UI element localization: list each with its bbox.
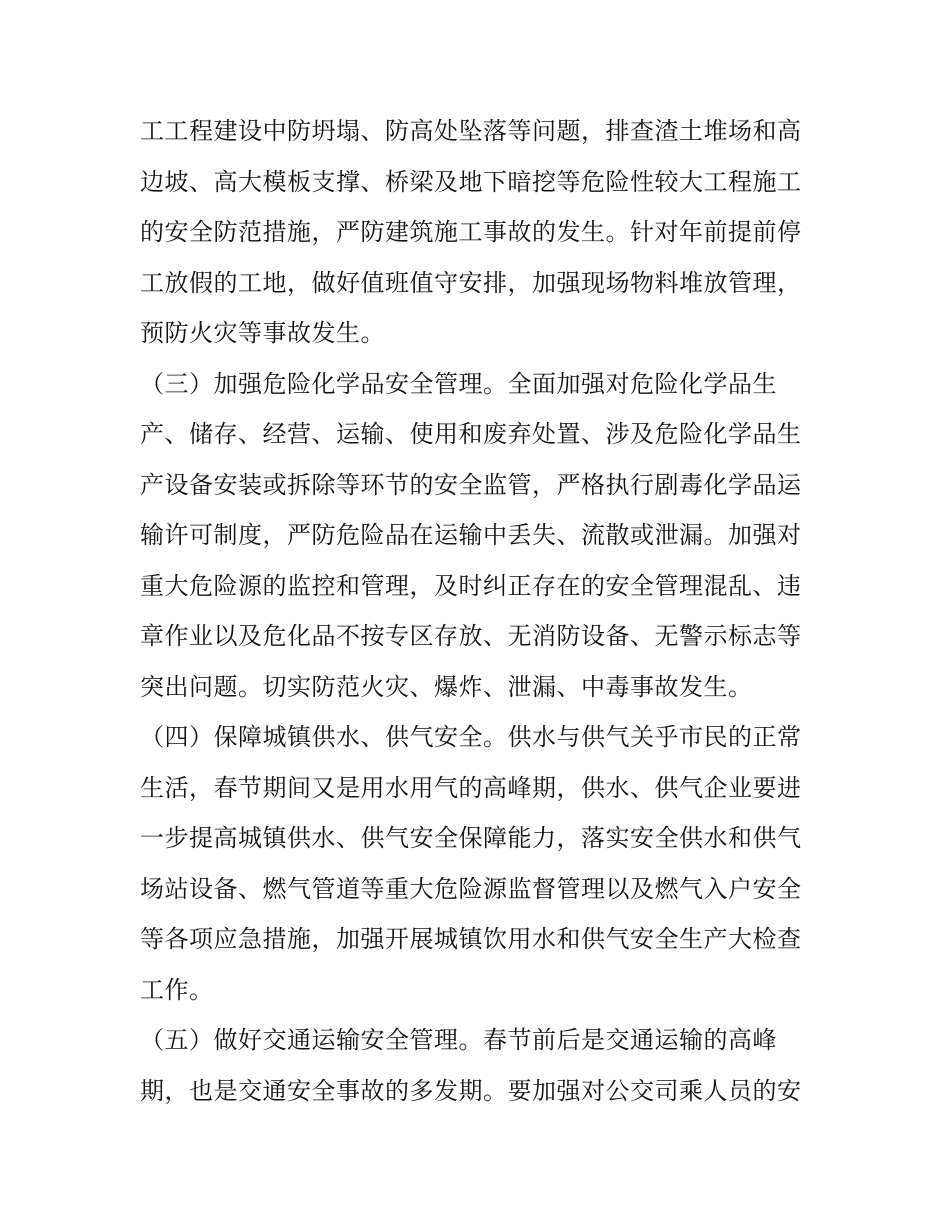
section-heading-line: （四）保障城镇供水、供气安全。供水与供气关乎市民的正常 [140, 723, 802, 751]
paragraph-continued [140, 106, 820, 359]
paragraph-section-3 [140, 359, 820, 713]
text-line: 工放假的工地，做好值班值守安排，加强现场物料堆放管理， [140, 268, 802, 297]
text-line: 工作。 [140, 975, 214, 1004]
text-line: 产设备安装或拆除等环节的安全监管，严格执行剧毒化学品运 [140, 470, 802, 499]
document-body [140, 106, 820, 1116]
text-line: 一步提高城镇供水、供气安全保障能力，落实安全供水和供气 [140, 824, 802, 852]
text-line: 产、储存、经营、运输、使用和废弃处置、涉及危险化学品生 [140, 420, 802, 448]
text-line: 重大危险源的监控和管理，及时纠正存在的安全管理混乱、违 [140, 571, 802, 600]
text-line: 生活，春节期间又是用水用气的高峰期，供水、供气企业要进 [140, 773, 802, 802]
text-line: 边坡、高大模板支撑、桥梁及地下暗挖等危险性较大工程施工 [140, 167, 802, 196]
text-line: 期，也是交通安全事故的多发期。要加强对公交司乘人员的安 [140, 1076, 802, 1105]
paragraph-section-5 [140, 1015, 820, 1116]
text-line: 章作业以及危化品不按专区存放、无消防设备、无警示标志等 [140, 622, 802, 650]
text-line: 突出问题。切实防范火灾、爆炸、泄漏、中毒事故发生。 [140, 672, 753, 701]
text-line: 预防火灾等事故发生。 [140, 319, 385, 347]
section-heading-line: （五）做好交通运输安全管理。春节前后是交通运输的高峰 [140, 1026, 777, 1054]
paragraph-section-4 [140, 712, 820, 1015]
section-heading-line: （三）加强危险化学品安全管理。全面加强对危险化学品生 [140, 369, 777, 398]
text-line: 工工程建设中防坍塌、防高处坠落等问题，排查渣土堆场和高 [140, 117, 802, 145]
text-line: 输许可制度，严防危险品在运输中丢失、流散或泄漏。加强对 [140, 521, 802, 549]
text-line: 等各项应急措施，加强开展城镇饮用水和供气安全生产大检查 [140, 925, 802, 953]
text-line: 场站设备、燃气管道等重大危险源监督管理以及燃气入户安全 [140, 874, 802, 903]
text-line: 的安全防范措施，严防建筑施工事故的发生。针对年前提前停 [140, 218, 802, 246]
